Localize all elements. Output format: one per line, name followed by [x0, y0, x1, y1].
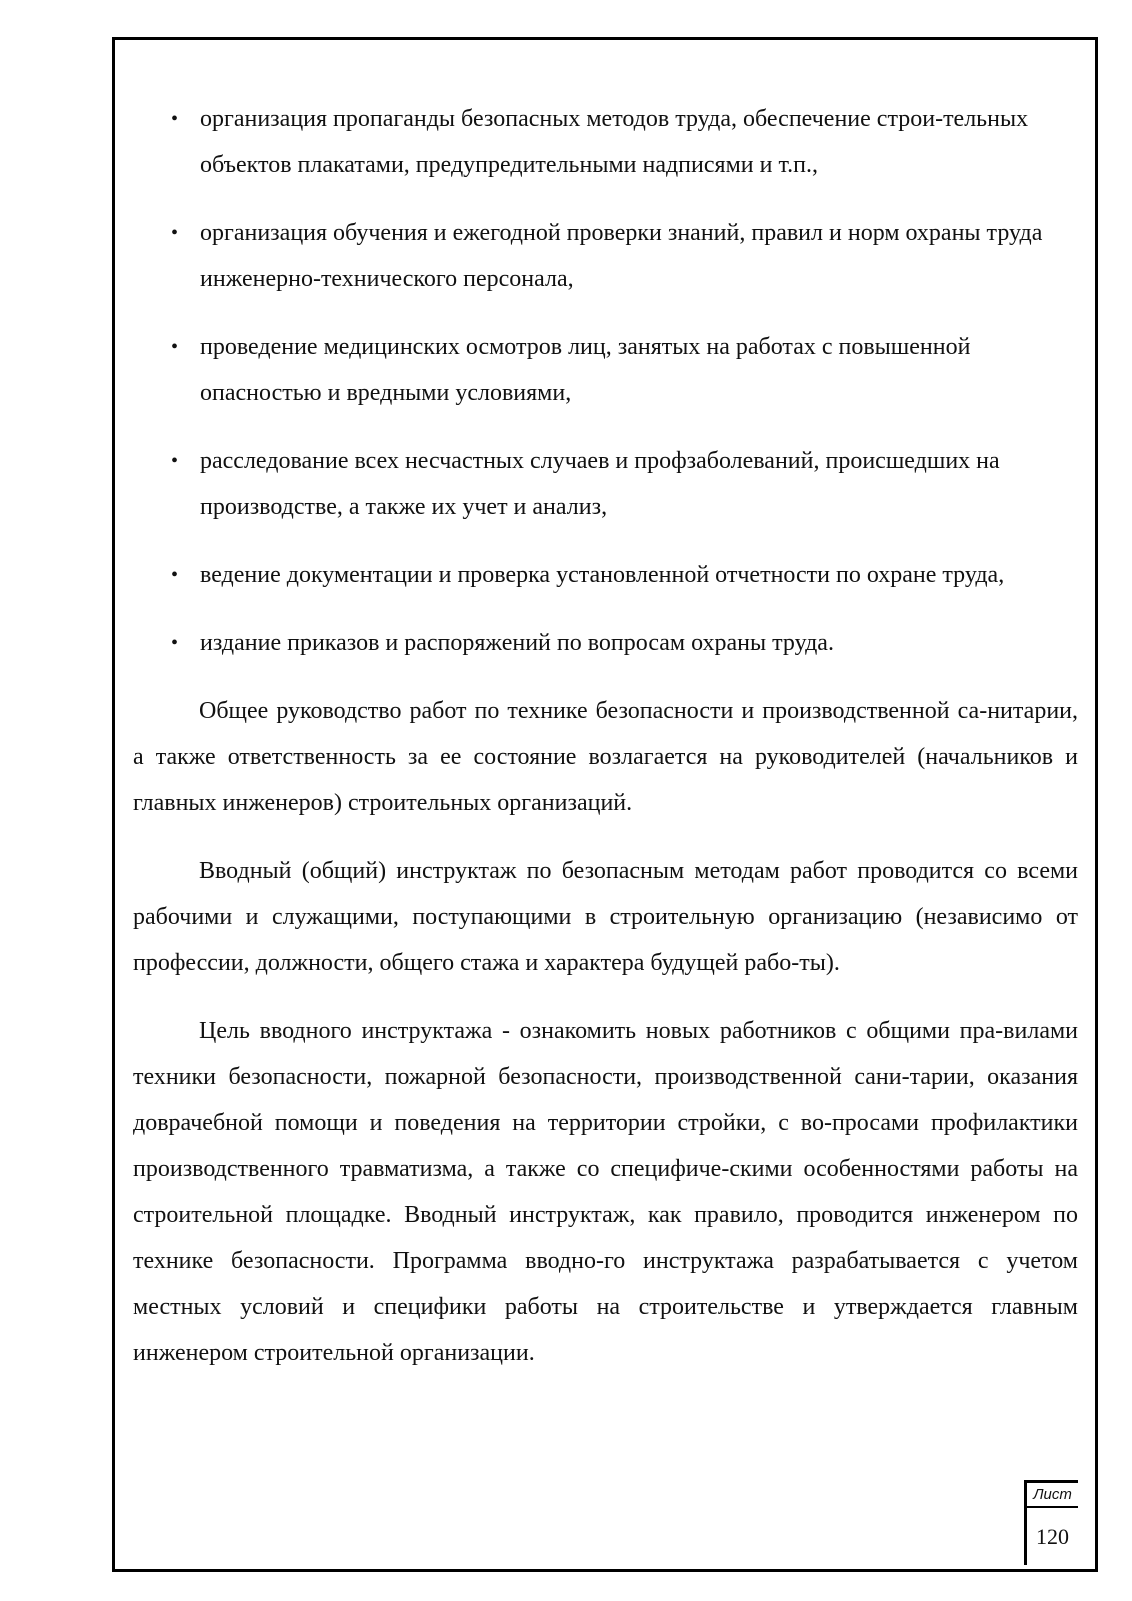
- list-item: [133, 552, 1078, 598]
- list-item-text: ведение документации и проверка установленной отчетности по охране труда,: [200, 562, 1005, 588]
- page-content: [133, 96, 1078, 1398]
- list-item-text: издание приказов и распоряжений по вопросам охраны труда.: [200, 630, 834, 656]
- list-item-text: расследование всех несчастных случаев и профзаболеваний, происшедших на производстве, а также их учет и анализ,: [200, 448, 1000, 520]
- list-item-text: проведение медицинских осмотров лиц, занятых на работах с повышенной опасностью и вредными условиями,: [200, 334, 971, 406]
- sheet-stamp: [1024, 1480, 1078, 1565]
- list-item-text: организация обучения и ежегодной проверки знаний, правил и норм охраны труда инженерно-технического персонала,: [200, 220, 1043, 292]
- bullet-icon: •: [171, 632, 179, 654]
- list-item: [133, 210, 1078, 302]
- list-item-text: организация пропаганды безопасных методов труда, обеспечение строи-тельных объектов плакатами, предупредительными надписями и т.п.,: [200, 106, 1029, 178]
- bullet-icon: •: [171, 108, 179, 130]
- paragraph-general-management: Общее руководство работ по технике безопасности и производственной са-нитарии, а также ответственность за ее состояние возлагается на руководителей (начальников и главных инженеров) строительных организаций.: [133, 698, 1078, 816]
- list-item: [133, 96, 1078, 188]
- paragraph-briefing-purpose: Цель вводного инструктажа - ознакомить новых работников с общими пра-вилами техники безопасности, пожарной безопасности, производственной сани-тарии, оказания доврачебной помощи и поведения на территории стройки, с во-просами профилактики производственного травматизма, а также со специфиче-скими особенностями работы на строительной площадке. Вводный инструктаж, как правило, проводится инженером по технике безопасности. Программа вводно-го инструктажа разрабатывается с учетом местных условий и специфики работы на строительстве и утверждается главным инженером строительной организации.: [133, 1018, 1078, 1366]
- list-item: [133, 438, 1078, 530]
- bullet-icon: •: [171, 564, 179, 586]
- sheet-number: 120: [1036, 1524, 1069, 1549]
- bullet-icon: •: [171, 336, 179, 358]
- duties-list: [133, 96, 1078, 666]
- list-item: [133, 324, 1078, 416]
- list-item: [133, 620, 1078, 666]
- bullet-icon: •: [171, 450, 179, 472]
- bullet-icon: •: [171, 222, 179, 244]
- paragraph-introductory-briefing: Вводный (общий) инструктаж по безопасным методам работ проводится со всеми рабочими и служащими, поступающими в строительную организацию (независимо от профессии, должности, общего стажа и характера будущей рабо-ты).: [133, 858, 1078, 976]
- sheet-label: Лист: [1027, 1483, 1078, 1508]
